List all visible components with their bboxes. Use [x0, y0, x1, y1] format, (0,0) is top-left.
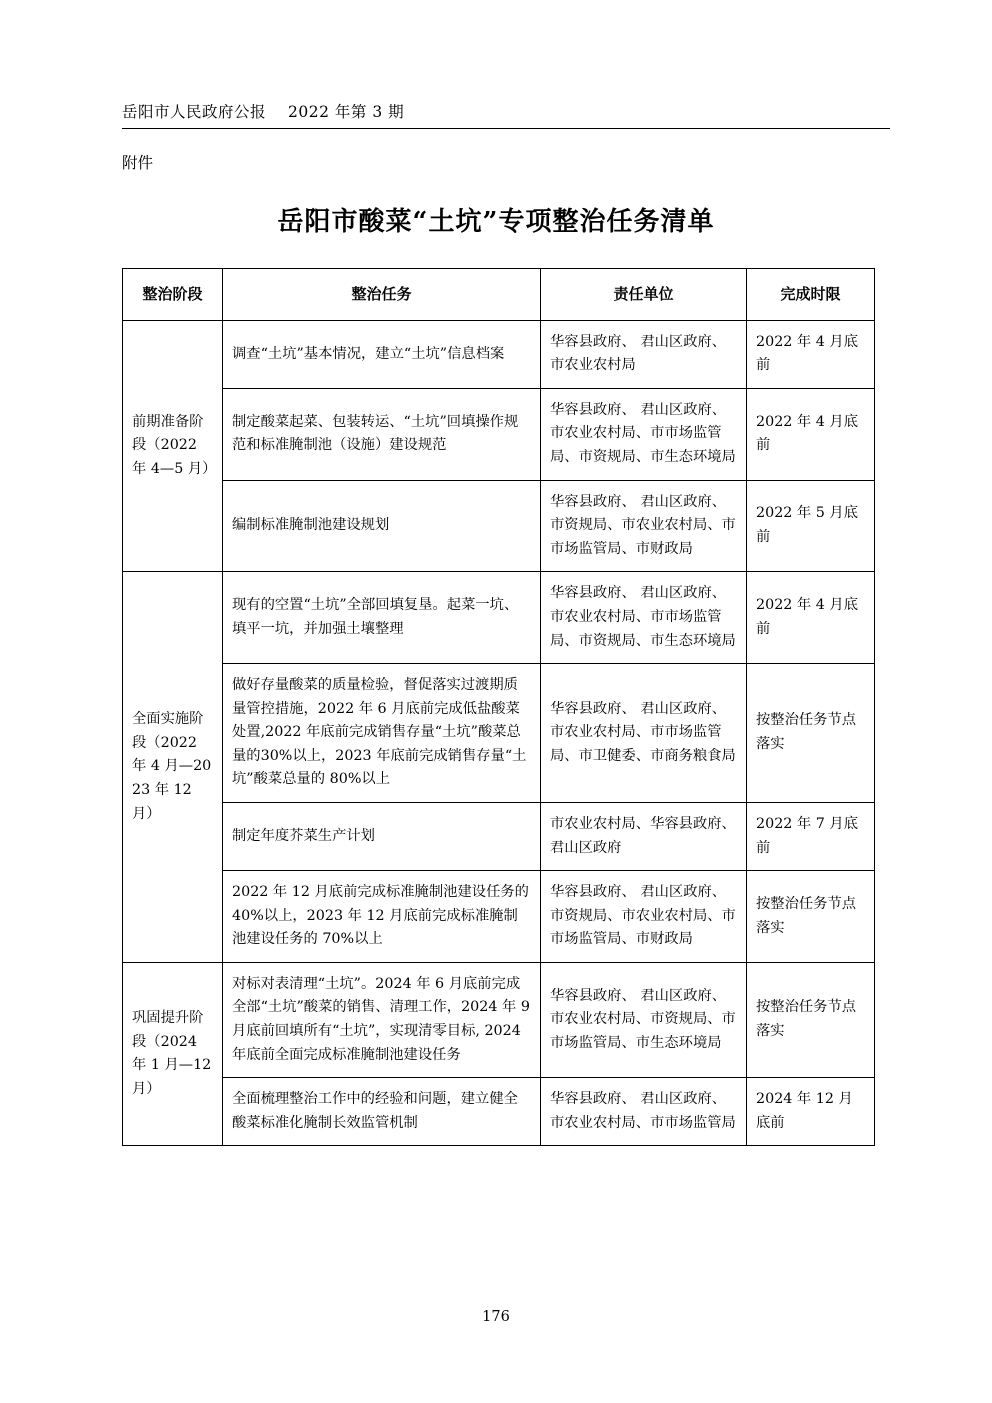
table-row	[123, 1078, 875, 1146]
task-cell: 对标对表清理“土坑”。2024 年 6 月底前完成全部“土坑”酸菜的销售、清理工作，2024 年 9 月底前回填所有“土坑”，实现清零目标, 2024 年底前全面完成标准腌制池建设任务	[223, 962, 541, 1077]
publication-issue: 2022 年第 3 期	[288, 103, 405, 121]
publication-title: 岳阳市人民政府公报	[122, 103, 267, 121]
table-body	[123, 320, 875, 1146]
task-cell: 调查“土坑”基本情况，建立“土坑”信息档案	[223, 320, 541, 388]
task-list-table	[122, 268, 875, 1146]
due-cell: 2022 年 5 月底前	[747, 480, 875, 572]
due-cell: 2024 年 12 月底前	[747, 1078, 875, 1146]
column-header-stage: 整治阶段	[123, 269, 223, 321]
table-row	[123, 572, 875, 664]
column-header-task: 整治任务	[223, 269, 541, 321]
due-cell: 按整治任务节点落实	[747, 962, 875, 1077]
unit-cell: 华容县政府、 君山区政府、市农业农村局、市市场监管局、市资规局、市生态环境局	[541, 572, 747, 664]
task-cell: 做好存量酸菜的质量检验，督促落实过渡期质量管控措施，2022 年 6 月底前完成低盐酸菜处置,2022 年底前完成销售存量“土坑”酸菜总量的30%以上，2023 年底前完成销售存量“土坑”酸菜总量的 80%以上	[223, 664, 541, 803]
unit-cell: 华容县政府、 君山区政府、市农业农村局、市市场监管局、市卫健委、市商务粮食局	[541, 664, 747, 803]
unit-cell: 华容县政府、 君山区政府、市农业农村局	[541, 320, 747, 388]
table-row	[123, 320, 875, 388]
table-row	[123, 480, 875, 572]
due-cell: 2022 年 4 月底前	[747, 572, 875, 664]
column-header-due: 完成时限	[747, 269, 875, 321]
due-cell: 2022 年 4 月底前	[747, 388, 875, 480]
table-row	[123, 962, 875, 1077]
stage-cell: 前期准备阶段（2022 年 4—5 月）	[123, 320, 223, 572]
due-cell: 2022 年 7 月底前	[747, 803, 875, 871]
table-row	[123, 388, 875, 480]
task-cell: 2022 年 12 月底前完成标准腌制池建设任务的 40%以上，2023 年 12 月底前完成标准腌制池建设任务的 70%以上	[223, 871, 541, 963]
task-cell: 制定年度芥菜生产计划	[223, 803, 541, 871]
unit-cell: 市农业农村局、华容县政府、 君山区政府	[541, 803, 747, 871]
due-cell: 按整治任务节点落实	[747, 871, 875, 963]
unit-cell: 华容县政府、 君山区政府、市资规局、市农业农村局、市市场监管局、市财政局	[541, 480, 747, 572]
attachment-label: 附件	[122, 154, 154, 172]
page-number: 176	[482, 1309, 510, 1325]
stage-cell: 全面实施阶段（2022 年 4 月—2023 年 12 月）	[123, 572, 223, 963]
table-row	[123, 803, 875, 871]
task-cell: 制定酸菜起菜、包装转运、“土坑”回填操作规范和标准腌制池（设施）建设规范	[223, 388, 541, 480]
stage-cell: 巩固提升阶段（2024 年 1 月—12 月）	[123, 962, 223, 1145]
task-cell: 编制标准腌制池建设规划	[223, 480, 541, 572]
column-header-unit: 责任单位	[541, 269, 747, 321]
page-header	[122, 100, 890, 129]
table-row	[123, 871, 875, 963]
table-row	[123, 664, 875, 803]
unit-cell: 华容县政府、 君山区政府、市农业农村局、市资规局、市市场监管局、市生态环境局	[541, 962, 747, 1077]
task-cell: 全面梳理整治工作中的经验和问题，建立健全酸菜标准化腌制长效监管机制	[223, 1078, 541, 1146]
page-title: 岳阳市酸菜“土坑”专项整治任务清单	[277, 207, 715, 237]
unit-cell: 华容县政府、 君山区政府、市资规局、市农业农村局、市市场监管局、市财政局	[541, 871, 747, 963]
unit-cell: 华容县政府、 君山区政府、市农业农村局、市市场监管局	[541, 1078, 747, 1146]
due-cell: 按整治任务节点落实	[747, 664, 875, 803]
unit-cell: 华容县政府、 君山区政府、市农业农村局、市市场监管局、市资规局、市生态环境局	[541, 388, 747, 480]
task-cell: 现有的空置“土坑”全部回填复垦。起菜一坑、填平一坑，并加强土壤整理	[223, 572, 541, 664]
table-header-row	[123, 269, 875, 321]
due-cell: 2022 年 4 月底前	[747, 320, 875, 388]
